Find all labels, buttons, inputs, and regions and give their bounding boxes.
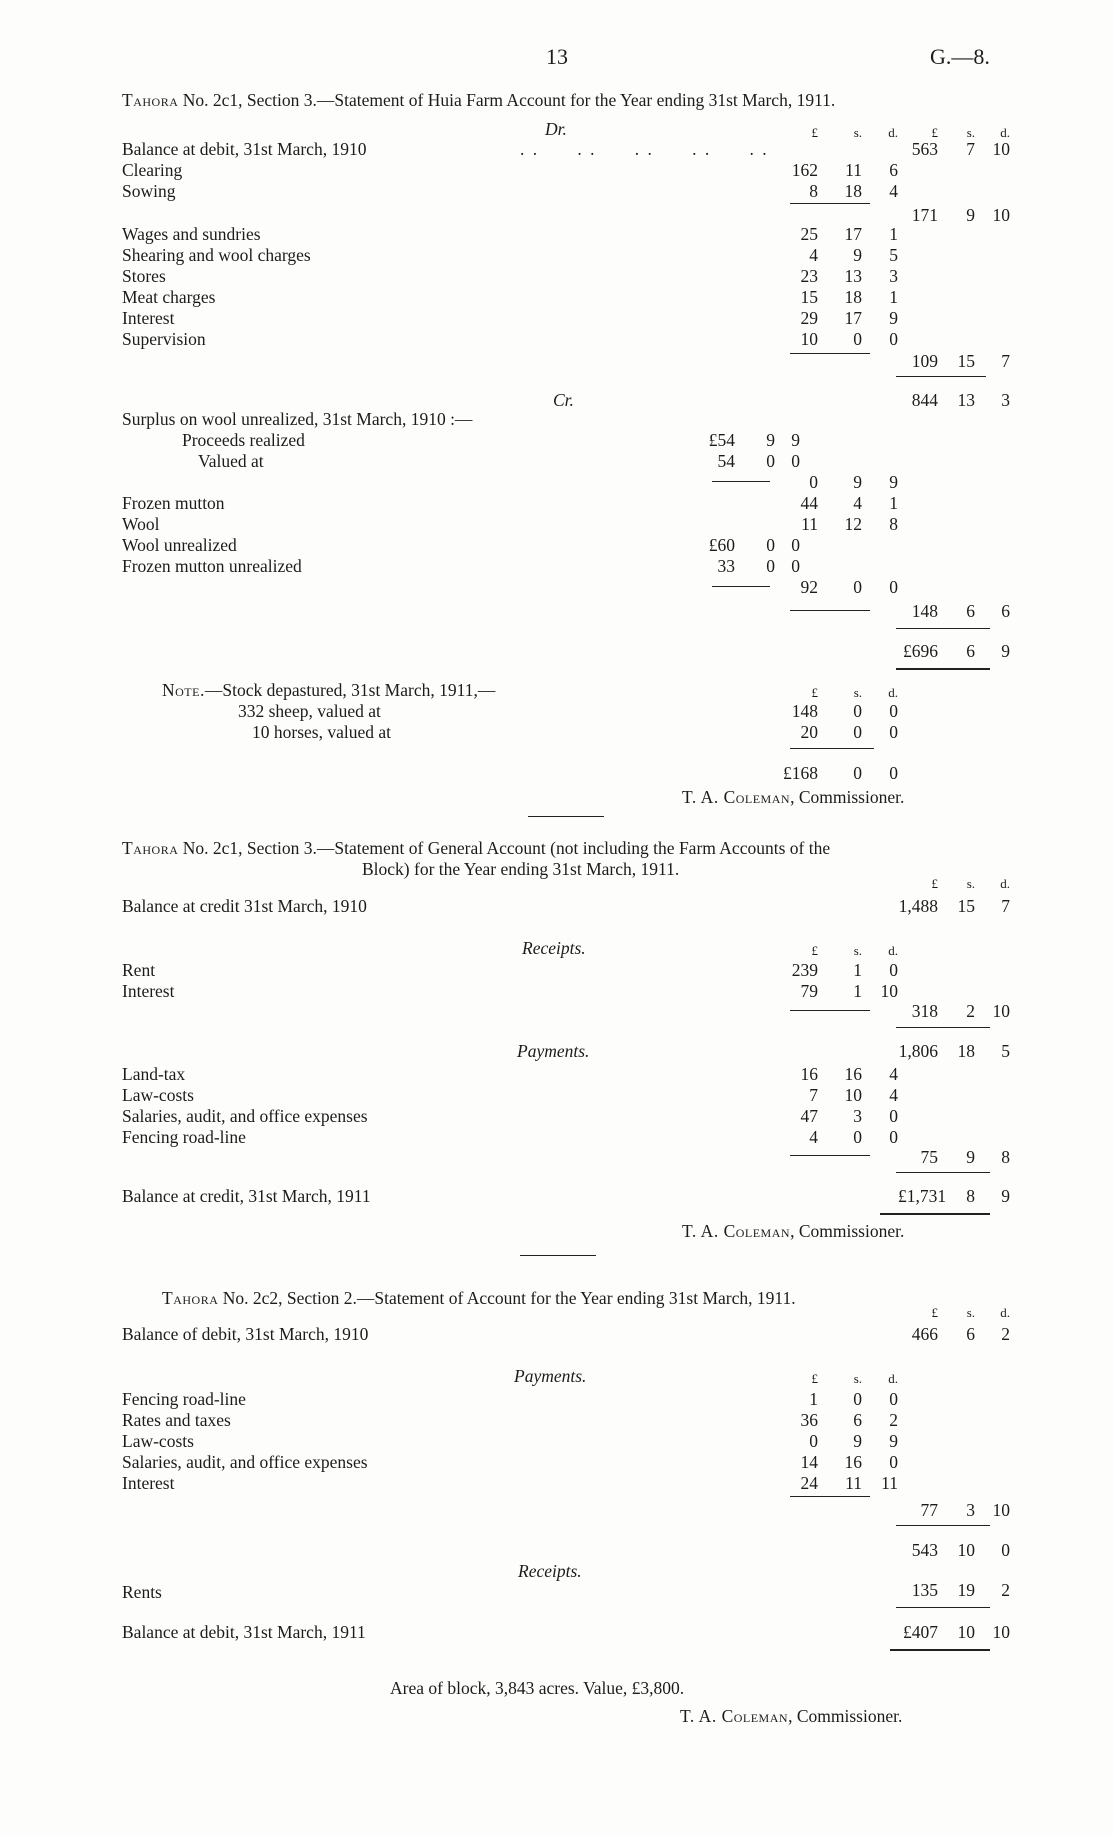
amount-shillings: 6 [853,1410,862,1430]
amount-pence: 3 [889,266,898,286]
amount-shillings: 16 [844,1452,862,1472]
row-label: Valued at [198,451,264,471]
title-text: No. 2c1, Section 3.—Statement of Huia Farm Account for the Year ending 31st March, 1911. [178,90,836,110]
amount-pounds: 135 [911,1580,938,1600]
amount-pence: 0 [889,329,898,349]
leader-dots: . . . . . . . . . . [520,139,769,159]
document-reference: G.—8. [930,44,990,69]
amount-shillings: 13 [957,390,975,410]
amount-pence: 2 [889,1410,898,1430]
header-pounds: £ [811,943,818,958]
amount-shillings: 0 [853,701,862,721]
amount-shillings: 0 [766,535,775,555]
amount-pounds: 543 [911,1540,938,1560]
rule [896,1172,990,1173]
rule [896,1027,990,1028]
amount-shillings: 18 [957,1041,975,1061]
amount-shillings: 12 [844,514,862,534]
amount-shillings: 9 [853,472,862,492]
header-shillings: s. [853,125,862,140]
header-pounds: £ [811,1371,818,1386]
amount-pounds: 11 [801,514,818,534]
rule [712,586,770,587]
amount-shillings: 6 [966,641,975,661]
rule [790,1155,870,1156]
amount-pence: 0 [889,701,898,721]
amount-pence: 0 [889,1127,898,1147]
rule [880,1213,990,1215]
amount-shillings: 0 [766,556,775,576]
amount-pounds: 20 [800,722,818,742]
amount-pence: 1 [889,224,898,244]
amount-pounds: 563 [911,139,938,159]
amount-pounds: 16 [800,1064,818,1084]
amount-pounds: 239 [791,960,818,980]
row-label: Salaries, audit, and office expenses [122,1106,368,1126]
page-number: 13 [546,44,568,69]
amount-shillings: 10 [957,1622,975,1642]
amount-pence: 6 [1001,601,1010,621]
row-label: Balance at credit, 31st March, 1911 [122,1186,371,1206]
amount-pounds: 318 [911,1001,938,1021]
amount-pounds: 10 [800,329,818,349]
amount-pounds: 8 [809,181,818,201]
amount-shillings: 7 [966,139,975,159]
amount-shillings: 1 [853,960,862,980]
amount-pounds: 14 [800,1452,818,1472]
amount-shillings: 15 [957,351,975,371]
amount-shillings: 3 [966,1500,975,1520]
amount-shillings: 8 [966,1186,975,1206]
rule [896,1525,990,1526]
payments-heading: Payments. [514,1366,587,1386]
amount-shillings: 17 [844,224,862,244]
amount-pence: 0 [1001,1540,1010,1560]
note-text: —Stock depastured, 31st March, 1911,— [204,680,496,700]
title-label: Tahora [122,90,179,110]
section-2-title-continued: Block) for the Year ending 31st March, 1911. [362,859,680,879]
amount-shillings: 9 [853,1431,862,1451]
amount-pence: 9 [1001,641,1010,661]
rule [890,1649,990,1651]
amount-shillings: 17 [844,308,862,328]
amount-shillings: 15 [957,896,975,916]
amount-shillings: 0 [853,722,862,742]
amount-pence: 7 [1001,351,1010,371]
amount-pence: 6 [889,160,898,180]
amount-shillings: 4 [853,493,862,513]
amount-shillings: 2 [966,1001,975,1021]
amount-pence: 10 [992,1500,1010,1520]
row-label: Balance at debit, 31st March, 1911 [122,1622,366,1642]
amount-pence: 5 [1001,1041,1010,1061]
amount-pence: 0 [791,451,800,471]
amount-shillings: 9 [766,430,775,450]
header-shillings: s. [966,125,975,140]
row-label: Surplus on wool unrealized, 31st March, 1910 :— [122,409,473,429]
row-label: Proceeds realized [182,430,305,450]
amount-pounds: 47 [800,1106,818,1126]
amount-pence: 2 [1001,1324,1010,1344]
title-text: No. 2c1, Section 3.—Statement of General Account (not including the Farm Accounts of the [178,838,831,858]
header-pence: d. [1000,125,1010,140]
amount-shillings: 11 [845,160,862,180]
amount-pounds: 77 [920,1500,938,1520]
amount-pounds: 29 [800,308,818,328]
header-pounds: £ [811,125,818,140]
signature [682,789,904,807]
amount-pence: 10 [880,981,898,1001]
amount-pence: 5 [889,245,898,265]
row-label: Balance of debit, 31st March, 1910 [122,1324,369,1344]
receipts-heading: Receipts. [518,1561,582,1581]
amount-pounds: 109 [911,351,938,371]
amount-pounds: 36 [800,1410,818,1430]
rule [896,376,986,377]
amount-pence: 0 [889,1452,898,1472]
title-label: Tahora [162,1288,219,1308]
signatory-title: , Commissioner. [788,1706,903,1726]
row-label: Wool [122,514,160,534]
row-label: Stores [122,266,166,286]
signatory-title: , Commissioner. [790,787,905,807]
credit-heading: Cr. [553,390,574,410]
amount-pounds: 1 [809,1389,818,1409]
amount-shillings: 16 [844,1064,862,1084]
rule [790,353,870,354]
amount-shillings: 6 [966,601,975,621]
row-label: Balance at debit, 31st March, 1910 [122,139,367,159]
amount-shillings: 10 [957,1540,975,1560]
amount-pence: 1 [889,493,898,513]
header-pounds: £ [931,876,938,891]
header-shillings: s. [853,943,862,958]
note-label: Note. [162,680,205,700]
row-label: Interest [122,1473,175,1493]
amount-shillings: 18 [844,287,862,307]
receipts-heading: Receipts. [522,938,586,958]
amount-shillings: 3 [853,1106,862,1126]
amount-shillings: 0 [853,329,862,349]
amount-pounds: 54 [717,451,735,471]
row-label: Interest [122,308,175,328]
amount-pounds: 1,488 [898,896,938,916]
row-label: Rent [122,960,156,980]
amount-pence: 0 [791,556,800,576]
header-pence: d. [888,125,898,140]
amount-pounds: £1,731 [898,1186,947,1206]
amount-pence: 0 [889,1389,898,1409]
amount-pounds: 171 [911,205,938,225]
rule [790,203,870,204]
row-label: Law-costs [122,1431,194,1451]
debit-heading: Dr. [545,119,567,139]
amount-pence: 4 [889,1085,898,1105]
amount-pence: 10 [992,205,1010,225]
amount-pence: 10 [992,139,1010,159]
amount-pence: 9 [791,430,800,450]
rule [790,748,874,749]
amount-pounds: £407 [903,1622,938,1642]
header-pence: d. [1000,876,1010,891]
amount-shillings: 9 [853,245,862,265]
amount-pence: 0 [889,577,898,597]
amount-pence: 8 [1001,1147,1010,1167]
row-label: Sowing [122,181,176,201]
rule [896,628,990,629]
amount-pounds: 466 [911,1324,938,1344]
row-label: Rates and taxes [122,1410,231,1430]
amount-pence: 7 [1001,896,1010,916]
rule [790,1010,870,1011]
amount-pence: 11 [881,1473,898,1493]
amount-shillings: 0 [853,1389,862,1409]
amount-pounds: 33 [717,556,735,576]
amount-pence: 4 [889,1064,898,1084]
row-label: Frozen mutton [122,493,225,513]
amount-pence: 0 [889,1106,898,1126]
amount-pounds: 4 [809,1127,818,1147]
amount-shillings: 19 [957,1580,975,1600]
row-label: Balance at credit 31st March, 1910 [122,896,367,916]
row-label: Clearing [122,160,183,180]
row-label: Fencing road-line [122,1127,246,1147]
amount-pence: 3 [1001,390,1010,410]
amount-pence: 9 [889,1431,898,1451]
title-text: No. 2c2, Section 2.—Statement of Account for the Year ending 31st March, 1911. [218,1288,796,1308]
note [162,682,495,700]
amount-pence: 9 [889,472,898,492]
amount-pence: 0 [889,722,898,742]
row-label: Frozen mutton unrealized [122,556,302,576]
header-pence: d. [888,1371,898,1386]
amount-pounds: 0 [809,472,818,492]
header-shillings: s. [966,1305,975,1320]
amount-pence: 0 [889,763,898,783]
amount-pence: 10 [992,1001,1010,1021]
amount-pounds: 162 [791,160,818,180]
header-pounds: £ [931,125,938,140]
header-shillings: s. [853,1371,862,1386]
rule [790,1496,870,1497]
rule [896,668,990,670]
section-3-title [162,1290,796,1308]
amount-pounds: 25 [800,224,818,244]
amount-shillings: 0 [766,451,775,471]
amount-pounds: 44 [800,493,818,513]
amount-shillings: 0 [853,763,862,783]
rule [790,610,870,611]
row-label: Meat charges [122,287,216,307]
amount-pounds: 148 [911,601,938,621]
section-divider [528,816,604,817]
section-2-title [122,840,830,858]
amount-pounds: 75 [920,1147,938,1167]
amount-pounds: 844 [911,390,938,410]
row-label: Shearing and wool charges [122,245,311,265]
amount-shillings: 11 [845,1473,862,1493]
row-label: Wages and sundries [122,224,261,244]
row-label: Supervision [122,329,206,349]
amount-pounds: 7 [809,1085,818,1105]
amount-pence: 10 [992,1622,1010,1642]
rule [896,1607,990,1608]
signatory-name: T. A. Coleman [680,1706,789,1726]
amount-pence: 8 [889,514,898,534]
row-label: Wool unrealized [122,535,237,555]
amount-pence: 1 [889,287,898,307]
amount-pounds: 15 [800,287,818,307]
row-label: Law-costs [122,1085,194,1105]
amount-pence: 0 [791,535,800,555]
header-pounds: £ [811,685,818,700]
amount-pounds: £60 [708,535,735,555]
header-pence: d. [888,685,898,700]
amount-pounds: 1,806 [898,1041,938,1061]
header-shillings: s. [853,685,862,700]
amount-pence: 0 [889,960,898,980]
amount-shillings: 1 [853,981,862,1001]
signatory-name: T. A. Coleman [682,787,791,807]
amount-pence: 2 [1001,1580,1010,1600]
signature [682,1223,904,1241]
amount-pounds: £54 [708,430,735,450]
section-1-title [122,92,835,110]
amount-shillings: 10 [844,1085,862,1105]
amount-pence: 4 [889,181,898,201]
amount-pounds: 0 [809,1431,818,1451]
rule [712,481,770,482]
amount-shillings: 0 [853,1127,862,1147]
payments-heading: Payments. [517,1041,590,1061]
amount-shillings: 6 [966,1324,975,1344]
amount-pounds: 24 [800,1473,818,1493]
header-pounds: £ [931,1305,938,1320]
row-label: Rents [122,1582,162,1602]
amount-pounds: £168 [783,763,818,783]
row-label: Salaries, audit, and office expenses [122,1452,368,1472]
section-divider [520,1255,596,1256]
row-label: 332 sheep, valued at [238,701,381,721]
amount-shillings: 0 [853,577,862,597]
amount-pounds: 4 [809,245,818,265]
amount-pounds: 148 [791,701,818,721]
row-label: Land-tax [122,1064,186,1084]
signatory-title: , Commissioner. [790,1221,905,1241]
title-label: Tahora [122,838,179,858]
amount-shillings: 13 [844,266,862,286]
amount-shillings: 9 [966,205,975,225]
amount-pounds: £696 [903,641,938,661]
signatory-name: T. A. Coleman [682,1221,791,1241]
signature [680,1708,902,1726]
header-pence: d. [888,943,898,958]
amount-shillings: 9 [966,1147,975,1167]
amount-pence: 9 [1001,1186,1010,1206]
amount-pounds: 23 [800,266,818,286]
amount-pounds: 92 [800,577,818,597]
header-shillings: s. [966,876,975,891]
amount-pence: 9 [889,308,898,328]
amount-pounds: 79 [800,981,818,1001]
row-label: 10 horses, valued at [252,722,391,742]
row-label: Fencing road-line [122,1389,246,1409]
area-note: Area of block, 3,843 acres. Value, £3,800. [390,1678,685,1698]
amount-shillings: 18 [844,181,862,201]
header-pence: d. [1000,1305,1010,1320]
row-label: Interest [122,981,175,1001]
